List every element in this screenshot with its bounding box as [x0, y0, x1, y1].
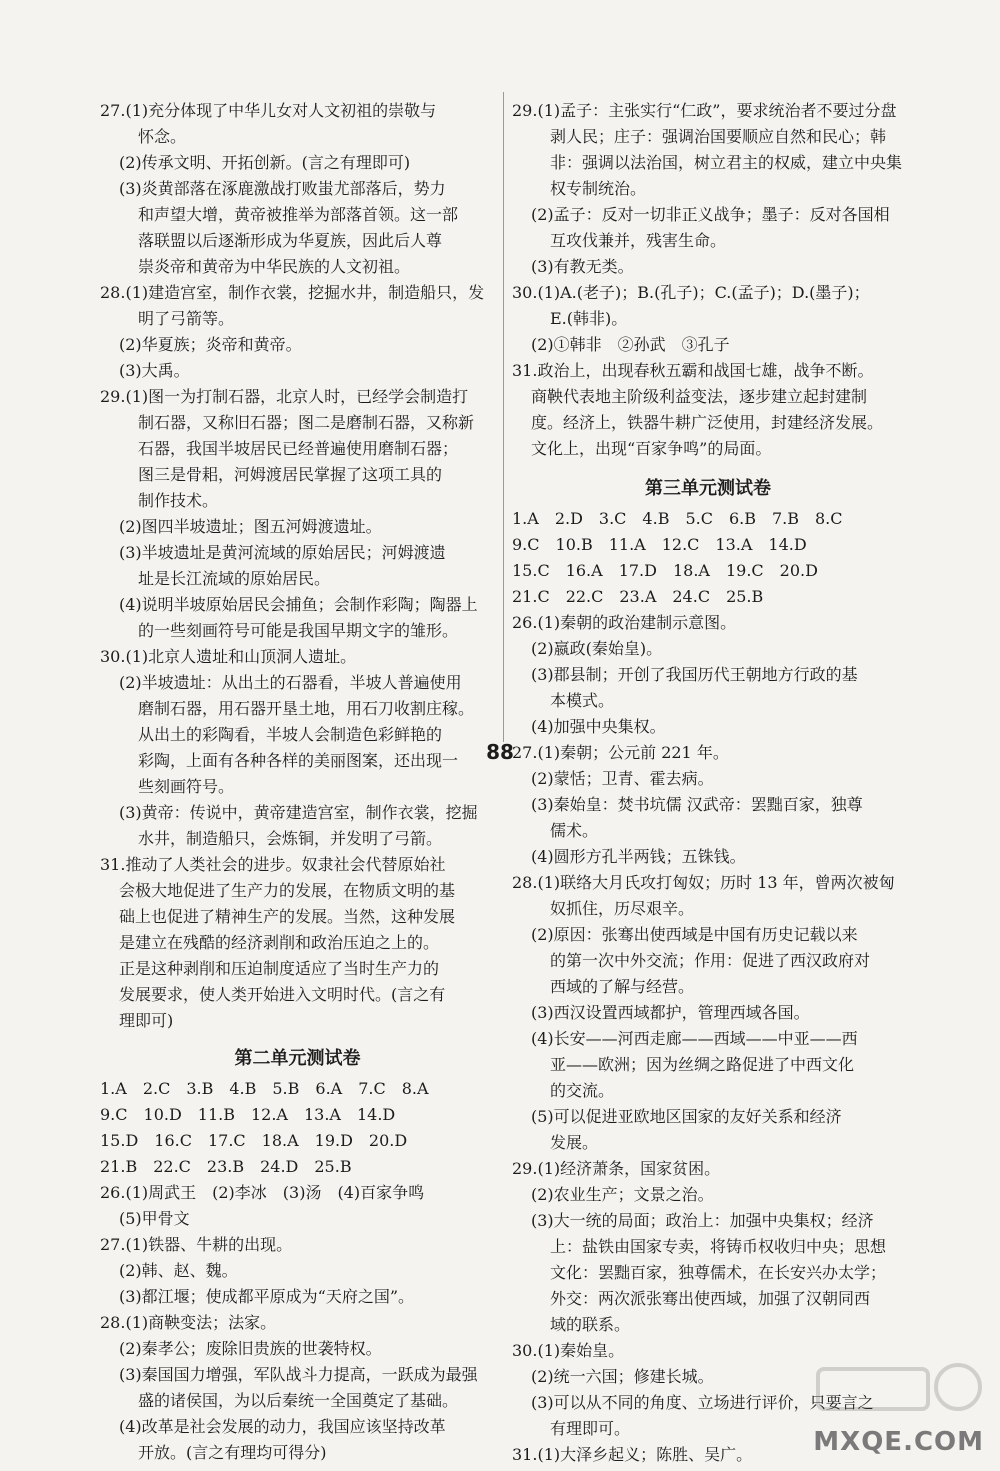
answer-line: 发展。: [550, 1133, 599, 1152]
watermark-text: MXQE.COM: [813, 1427, 984, 1457]
answer-line: 15.D 16.C 17.C 18.A 19.D 20.D: [100, 1131, 408, 1150]
answer-line: (2)蒙恬；卫青、霍去病。: [531, 769, 714, 788]
answer-line: 有理即可。: [550, 1419, 631, 1438]
answer-line: (2)孟子：反对一切非正义战争；墨子：反对各国相: [531, 205, 890, 224]
answer-line: 水井，制造船只，会炼铜，并发明了弓箭。: [138, 829, 443, 848]
answer-line: (3)大禹。: [119, 361, 190, 380]
answer-line: 奴抓住，历尽艰辛。: [550, 899, 695, 918]
answer-line: 亚——欧洲；因为丝绸之路促进了中西文化: [550, 1055, 855, 1074]
answer-line: (3)大一统的局面；政治上：加强中央集权；经济: [531, 1211, 874, 1230]
answer-line: 31.(1)大泽乡起义；陈胜、吴广。: [512, 1445, 753, 1464]
answer-line: 文化：罢黜百家，独尊儒术，在长安兴办太学；: [550, 1263, 887, 1282]
answer-line: 26.(1)秦朝的政治建制示意图。: [512, 613, 737, 632]
answer-line: (2)①韩非 ②孙武 ③孔子: [531, 335, 730, 354]
answer-line: 磨制石器，用石器开垦土地，用石刀收割庄稼。: [138, 699, 475, 718]
section-heading: 第二单元测试卷: [234, 1048, 361, 1069]
answer-line: 的交流。: [550, 1081, 615, 1100]
answer-line: 31.推动了人类社会的进步。奴隶社会代替原始社: [100, 855, 446, 874]
answer-line: 30.(1)A.(老子)；B.(孔子)；C.(孟子)；D.(墨子)；: [512, 283, 870, 302]
answer-line: 度。经济上，铁器牛耕广泛使用，封建经济发展。: [531, 413, 884, 432]
answer-line: 开放。(言之有理均可得分): [138, 1443, 327, 1462]
answer-line: (4)圆形方孔半两钱；五铢钱。: [531, 847, 746, 866]
answer-line: 址是长江流域的原始居民。: [138, 569, 331, 588]
answer-line: (2)传承文明、开拓创新。(言之有理即可): [119, 153, 411, 172]
page-number: 88: [486, 740, 514, 764]
answer-line: (3)郡县制；开创了我国历代王朝地方行政的基: [531, 665, 858, 684]
answer-line: 落联盟以后逐渐形成为华夏族，因此后人尊: [138, 231, 443, 250]
answer-line: (3)半坡遗址是黄河流域的原始居民；河姆渡遗: [119, 543, 446, 562]
answer-line: 权专制统治。: [550, 179, 647, 198]
answer-line: 图三是骨耜，河姆渡居民掌握了这项工具的: [138, 465, 443, 484]
answer-line: 理即可): [119, 1011, 174, 1030]
answer-line: (4)说明半坡原始居民会捕鱼；会制作彩陶；陶器上: [119, 595, 478, 614]
answer-line: 儒术。: [550, 821, 599, 840]
answer-line: 27.(1)铁器、牛耕的出现。: [100, 1235, 293, 1254]
answer-line: 会极大地促进了生产力的发展，在物质文明的基: [119, 881, 456, 900]
answer-line: 1.A 2.C 3.B 4.B 5.B 6.A 7.C 8.A: [100, 1079, 429, 1098]
answer-line: (3)黄帝：传说中，黄帝建造宫室，制作衣裳，挖掘: [119, 803, 478, 822]
answer-line: 本模式。: [550, 691, 615, 710]
answer-line: 文化上，出现“百家争鸣”的局面。: [531, 439, 772, 458]
answer-line: 是建立在残酷的经济剥削和政治压迫之上的。: [119, 933, 440, 952]
answer-line: 1.A 2.D 3.C 4.B 5.C 6.B 7.B 8.C: [512, 509, 843, 528]
answer-line: (3)秦始皇：焚书坑儒 汉武帝：罢黜百家，独尊: [531, 795, 863, 814]
answer-line: (2)原因：张骞出使西域是中国有历史记载以来: [531, 925, 858, 944]
left-column: [100, 98, 495, 1466]
answer-line: 上：盐铁由国家专卖，将铸币权收归中央；思想: [550, 1237, 887, 1256]
answer-line: 29.(1)孟子：主张实行“仁政”，要求统治者不要过分盘: [512, 101, 897, 120]
answer-line: 制石器，又称旧石器；图二是磨制石器，又称新: [138, 413, 475, 432]
answer-line: 发展要求，使人类开始进入文明时代。(言之有: [119, 985, 446, 1004]
answer-line: (2)半坡遗址：从出土的石器看，半坡人普遍使用: [119, 673, 462, 692]
answer-line: 石器，我国半坡居民已经普遍使用磨制石器；: [138, 439, 459, 458]
answer-line: (3)西汉设置西域都护，管理西域各国。: [531, 1003, 810, 1022]
answer-line: 30.(1)北京人遗址和山顶洞人遗址。: [100, 647, 357, 666]
answer-line: 彩陶，上面有各种各样的美丽图案，还出现一: [138, 751, 459, 770]
answer-line: 27.(1)秦朝；公元前 221 年。: [512, 743, 729, 762]
answer-line: 商鞅代表地主阶级利益变法，逐步建立起封建制: [531, 387, 868, 406]
answer-line: 外交：两次派张骞出使西域，加强了汉朝同西: [550, 1289, 871, 1308]
answer-line: 9.C 10.B 11.A 12.C 13.A 14.D: [512, 535, 807, 554]
answer-line: (3)炎黄部落在涿鹿激战打败蚩尤部落后，势力: [119, 179, 446, 198]
answer-line: 非：强调以法治国，树立君主的权威，建立中央集: [550, 153, 903, 172]
answer-line: 明了弓箭等。: [138, 309, 235, 328]
answer-line: 剥人民；庄子：强调治国要顺应自然和民心；韩: [550, 127, 887, 146]
answer-line: (2)华夏族；炎帝和黄帝。: [119, 335, 302, 354]
answer-line: 的一些刻画符号可能是我国早期文字的雏形。: [138, 621, 459, 640]
answer-line: 正是这种剥削和压迫制度适应了当时生产力的: [119, 959, 440, 978]
answer-line: 28.(1)建造宫室，制作衣裳，挖掘水井，制造船只，发: [100, 283, 485, 302]
answer-line: 怀念。: [138, 127, 187, 146]
answer-line: 制作技术。: [138, 491, 219, 510]
answer-line: (5)甲骨文: [119, 1209, 190, 1228]
answer-line: 西域的了解与经营。: [550, 977, 695, 996]
answer-line: (5)可以促进亚欧地区国家的友好关系和经济: [531, 1107, 842, 1126]
answer-line: (2)秦孝公；废除旧贵族的世袭特权。: [119, 1339, 382, 1358]
answer-line: (3)秦国国力增强，军队战斗力提高，一跃成为最强: [119, 1365, 478, 1384]
answer-line: 21.C 22.C 23.A 24.C 25.B: [512, 587, 764, 606]
answer-line: 些刻画符号。: [138, 777, 235, 796]
answer-line: (2)韩、赵、魏。: [119, 1261, 238, 1280]
answer-line: (3)都江堰；使成都平原成为“天府之国”。: [119, 1287, 415, 1306]
answer-line: 29.(1)图一为打制石器，北京人时，已经学会制造打: [100, 387, 469, 406]
answer-line: 21.B 22.C 23.B 24.D 25.B: [100, 1157, 352, 1176]
section-heading: 第三单元测试卷: [645, 478, 771, 499]
answer-line: 28.(1)商鞅变法；法家。: [100, 1313, 277, 1332]
answer-line: (4)加强中央集权。: [531, 717, 666, 736]
answer-line: (3)可以从不同的角度、立场进行评价，只要言之: [531, 1393, 874, 1412]
answer-line: (4)长安——河西走廊——西域——中亚——西: [531, 1029, 858, 1048]
answer-line: 9.C 10.D 11.B 12.A 13.A 14.D: [100, 1105, 396, 1124]
answer-line: 31.政治上，出现春秋五霸和战国七雄，战争不断。: [512, 361, 874, 380]
answer-line: 从出土的彩陶看，半坡人会制造色彩鲜艳的: [138, 725, 443, 744]
answer-line: 30.(1)秦始皇。: [512, 1341, 625, 1360]
answer-line: 26.(1)周武王 (2)李冰 (3)汤 (4)百家争鸣: [100, 1183, 425, 1202]
answer-line: (4)改革是社会发展的动力，我国应该坚持改革: [119, 1417, 446, 1436]
answer-line: 和声望大增，黄帝被推举为部落首领。这一部: [138, 205, 459, 224]
answer-line: 15.C 16.A 17.D 18.A 19.C 20.D: [512, 561, 818, 580]
answer-line: 互攻伐兼并，残害生命。: [550, 231, 727, 250]
answer-line: (2)嬴政(秦始皇)。: [531, 639, 663, 658]
answer-line: 27.(1)充分体现了中华儿女对人文初祖的崇敬与: [100, 101, 437, 120]
answer-line: 础上也促进了精神生产的发展。当然，这种发展: [119, 907, 456, 926]
answer-line: (3)有教无类。: [531, 257, 634, 276]
column-divider: [503, 92, 504, 742]
answer-line: 的第一次中外交流；作用：促进了西汉政府对: [550, 951, 871, 970]
answer-line: E.(韩非)。: [550, 309, 628, 328]
answer-line: 崇炎帝和黄帝为中华民族的人文初祖。: [138, 257, 411, 276]
answer-line: (2)图四半坡遗址；图五河姆渡遗址。: [119, 517, 382, 536]
answer-line: (2)统一六国；修建长城。: [531, 1367, 714, 1386]
answer-line: 29.(1)经济萧条，国家贫困。: [512, 1159, 721, 1178]
answer-line: 盛的诸侯国，为以后秦统一全国奠定了基础。: [138, 1391, 459, 1410]
answer-line: (2)农业生产；文景之治。: [531, 1185, 714, 1204]
right-column: [512, 98, 904, 1468]
answer-line: 域的联系。: [550, 1315, 631, 1334]
answer-line: 28.(1)联络大月氏攻打匈奴；历时 13 年，曾两次被匈: [512, 873, 895, 892]
